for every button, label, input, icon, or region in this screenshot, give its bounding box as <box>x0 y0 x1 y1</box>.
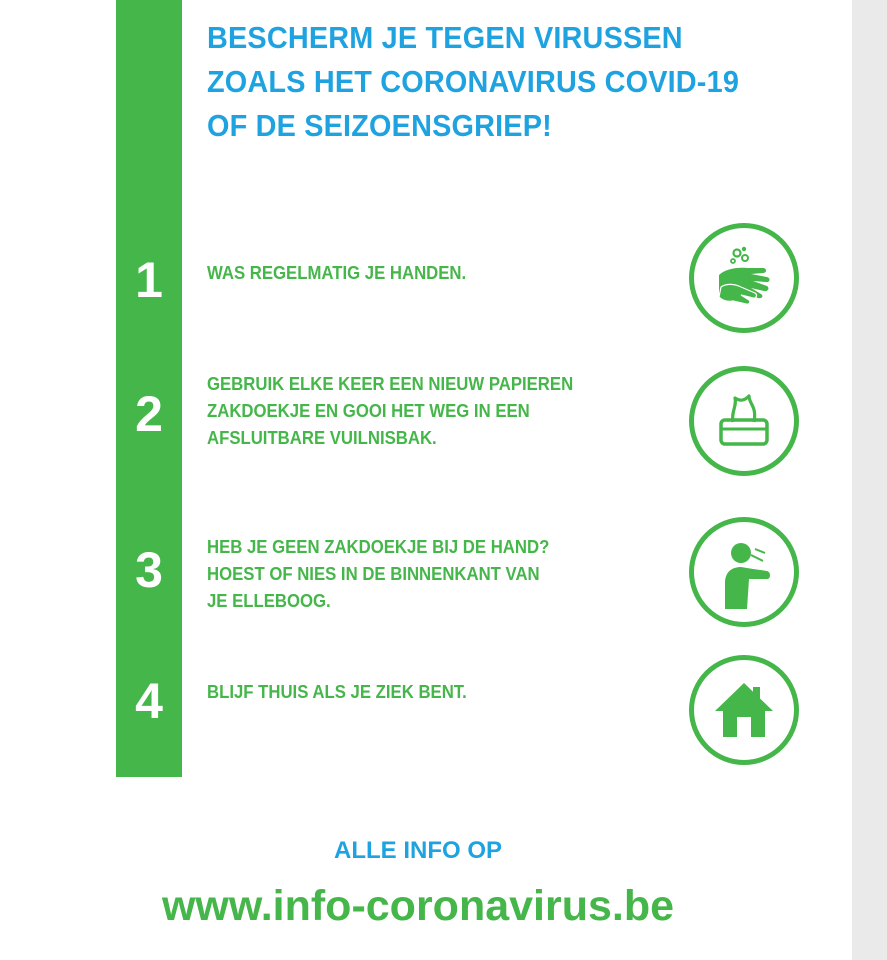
title-line-1: BESCHERM JE TEGEN VIRUSSEN <box>207 20 683 55</box>
step-text-1 <box>207 260 644 287</box>
step-2-line-3: AFSLUITBARE VUILNISBAK. <box>207 428 437 448</box>
page-title <box>207 16 784 148</box>
sneeze-elbow-icon <box>689 517 799 627</box>
footer-website-link[interactable]: www.info-coronavirus.be <box>161 882 675 930</box>
step-3-line-1: HEB JE GEEN ZAKDOEKJE BIJ DE HAND? <box>207 537 550 557</box>
step-4-line-1: BLIJF THUIS ALS JE ZIEK BENT. <box>207 682 467 702</box>
tissue-box-icon <box>689 366 799 476</box>
step-3-line-3: JE ELLEBOOG. <box>207 591 331 611</box>
right-edge-strip <box>852 0 887 960</box>
step-text-2 <box>207 371 644 452</box>
title-line-2: ZOALS HET CORONAVIRUS COVID-19 <box>207 64 740 99</box>
step-2-line-2: ZAKDOEKJE EN GOOI HET WEG IN EEN <box>207 401 530 421</box>
step-text-3 <box>207 534 644 615</box>
step-2-line-1: GEBRUIK ELKE KEER EEN NIEUW PAPIEREN <box>207 374 574 394</box>
step-number-1: 1 <box>135 252 163 308</box>
step-number-3: 3 <box>135 542 163 598</box>
house-icon <box>689 655 799 765</box>
title-line-3: OF DE SEIZOENSGRIEP! <box>207 108 552 143</box>
step-3-line-2: HOEST OF NIES IN DE BINNENKANT VAN <box>207 564 540 584</box>
step-number-2: 2 <box>135 386 163 442</box>
step-text-4 <box>207 679 644 706</box>
step-1-line-1: WAS REGELMATIG JE HANDEN. <box>207 263 467 283</box>
footer-info-label: ALLE INFO OP <box>334 837 502 864</box>
step-number-4: 4 <box>135 673 163 729</box>
handwash-icon <box>689 223 799 333</box>
